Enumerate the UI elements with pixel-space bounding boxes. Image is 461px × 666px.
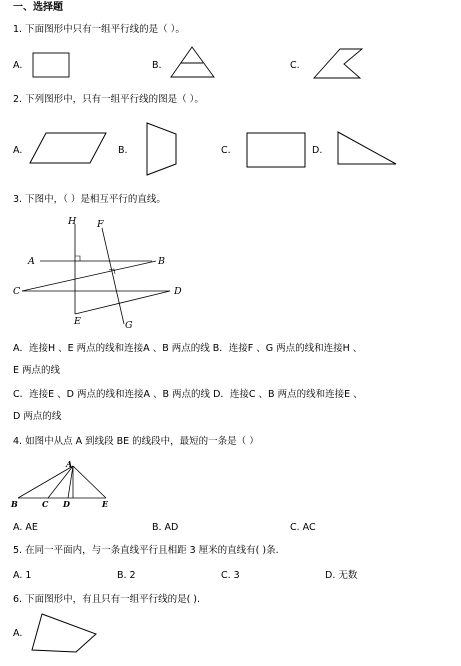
q3-label-c: C — [13, 286, 21, 297]
q5-option-b: B. 2 — [117, 570, 136, 581]
q1-option-a-rectangle — [30, 50, 72, 80]
q3-label-e: E — [74, 316, 81, 327]
q6-stem: 6. 下面图形中，有且只有一组平行线的是( ). — [13, 594, 201, 605]
q4-option-c: C. AC — [290, 522, 316, 533]
q2-option-d-triangle — [334, 128, 400, 170]
q3-label-g: G — [125, 320, 133, 331]
q2-stem: 2. 下列图形中，只有一组平行线的图是（ ）。 — [13, 94, 204, 105]
q4-option-b: B. AD — [152, 522, 179, 533]
q1-stem: 1. 下面图形中只有一组平行线的是（ ）。 — [13, 24, 185, 35]
q2-option-b-trapezoid — [142, 120, 186, 180]
q6-option-a-label: A. — [13, 628, 23, 639]
q5-option-d: D. 无数 — [325, 570, 358, 581]
q2-option-d-label: D. — [312, 145, 323, 156]
q3-options-line-4: D 两点的线 — [13, 411, 62, 422]
q3-label-h: H — [68, 216, 77, 227]
q3-stem: 3. 下图中，（ ）是相互平行的直线。 — [13, 194, 166, 205]
q3-options-line-1: A．连接H 、E 两点的线和连接A 、B 两点的线 B．连接F 、G 两点的线和连接H 、 — [13, 343, 363, 354]
q3-label-f: F — [97, 219, 104, 230]
q4-label-a: A — [66, 459, 73, 469]
q3-label-b: B — [158, 256, 165, 267]
q4-label-e: E — [102, 499, 109, 509]
q2-option-a-label: A. — [13, 145, 23, 156]
q2-option-c-label: C. — [221, 145, 231, 156]
q3-options-line-3: C．连接E 、D 两点的线和连接A 、B 两点的线 D．连接C 、B 两点的线和连接E 、 — [13, 389, 363, 400]
q2-option-a-parallelogram — [26, 128, 110, 168]
q3-label-a: A — [28, 256, 35, 267]
q3-options-line-2: E 两点的线 — [13, 365, 61, 376]
q5-option-c: C. 3 — [221, 570, 240, 581]
q1-option-b-triangle — [168, 44, 218, 80]
q4-label-c: C — [42, 499, 49, 509]
q4-triangle-figure — [10, 458, 114, 508]
q2-option-c-rectangle — [244, 130, 308, 170]
q3-label-d: D — [174, 286, 182, 297]
q4-option-a: A. AE — [13, 522, 38, 533]
q5-option-a: A. 1 — [13, 570, 32, 581]
q1-option-c-shape — [310, 46, 366, 82]
q4-label-d: D — [63, 499, 70, 509]
q6-option-a-quadrilateral — [28, 610, 100, 656]
q1-option-a-label: A. — [13, 60, 23, 71]
q5-stem: 5. 在同一平面内，与一条直线平行且相距 3 厘米的直线有( )条. — [13, 545, 279, 556]
section-title: 一、选择题 — [13, 2, 63, 13]
q4-stem: 4. 如图中从点 A 到线段 BE 的线段中，最短的一条是（ ） — [13, 436, 259, 447]
q4-label-b: B — [11, 499, 18, 509]
q2-option-b-label: B. — [118, 145, 128, 156]
q3-parallel-lines-figure — [12, 214, 202, 332]
q1-option-b-label: B. — [152, 60, 162, 71]
q1-option-c-label: C. — [290, 60, 300, 71]
